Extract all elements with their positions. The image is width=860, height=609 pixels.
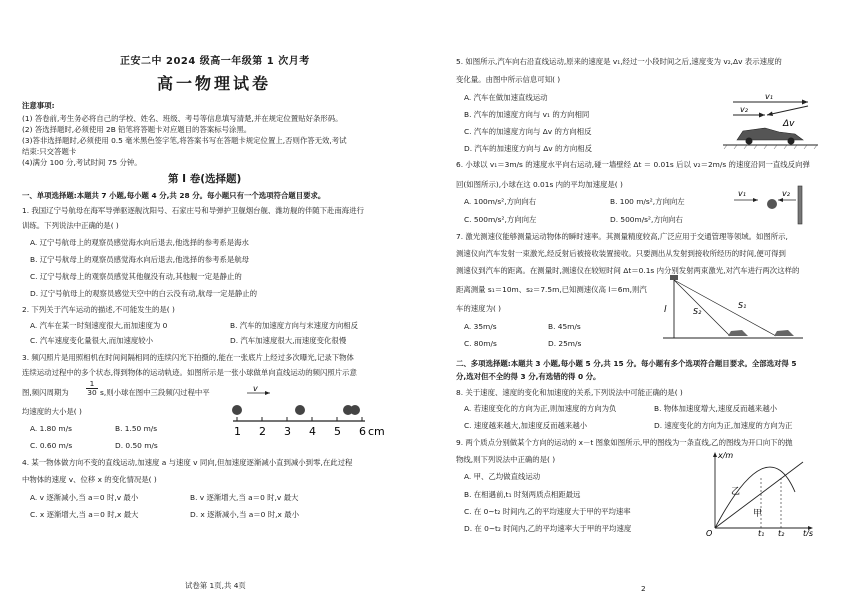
car-icon bbox=[728, 330, 748, 336]
car-wheel bbox=[746, 138, 753, 145]
q4-stem: 中物体的速度 v、位移 x 的变化情况是( ) bbox=[22, 475, 157, 484]
q2-option-c[interactable]: C. 汽车速度变化量很大,而加速度较小 bbox=[30, 336, 154, 345]
y-axis-arrowhead bbox=[713, 452, 717, 457]
q2-option-b[interactable]: B. 汽车的加速度方向与末速度方向相反 bbox=[230, 321, 359, 330]
v2-label: v₂ bbox=[782, 189, 790, 198]
s1-label: S₁ bbox=[738, 301, 747, 310]
q2-stem: 2. 下列关于汽车运动的描述,不可能发生的是( ) bbox=[22, 305, 175, 314]
q6-option-b[interactable]: B. 100 m/s²,方向向左 bbox=[610, 197, 685, 206]
q3-fraction bbox=[86, 380, 98, 397]
q6-stem: 6. 小球以 v₁＝3m/s 的速度水平向右运动,碰一墙壁经 Δt ＝ 0.01s 后以 v₂＝2m/s 的速度沿同一直线反向弹 bbox=[456, 160, 810, 169]
exam-school-header: 正安二中 2024 级高一年级第 1 次月考 bbox=[120, 56, 310, 67]
v2-arrowhead bbox=[778, 198, 783, 202]
tick-label: 2 bbox=[259, 425, 266, 438]
q6-stem: 回(如图所示),小球在这 0.01s 内的平均加速度是( ) bbox=[456, 180, 623, 189]
page-footer-left: 试卷第 1页,共 4页 bbox=[185, 581, 246, 590]
s1-line bbox=[674, 280, 776, 336]
q1-option-a[interactable]: A. 辽宁号航母上的观察员感觉海水向后退去,他选择的参考系是海水 bbox=[30, 238, 249, 247]
ball-2 bbox=[295, 405, 305, 415]
tick-label: 3 bbox=[284, 425, 291, 438]
series-jia-label: 甲 bbox=[753, 509, 763, 519]
q7-option-d[interactable]: D. 25m/s bbox=[548, 339, 582, 348]
section-1-intro: 一、单项选择题:本题共 7 小题,每小题 4 分,共 28 分。每小题只有一个选项符合题目要求。 bbox=[22, 191, 326, 200]
car-wheel bbox=[788, 138, 795, 145]
q1-option-b[interactable]: B. 辽宁号航母上的观察员感觉海水向后退去,他选择的参考系是航母 bbox=[30, 255, 250, 264]
q5-stem: 变化量。由图中所示信息可知( ) bbox=[456, 75, 561, 84]
q9-xt-graph bbox=[703, 448, 823, 536]
q3-stem: s,则小球在图中三段频闪过程中平 bbox=[100, 388, 210, 397]
tick-label: 4 bbox=[309, 425, 316, 438]
ruler-ticks bbox=[237, 417, 362, 421]
ball-1 bbox=[232, 405, 242, 415]
q6-wall-figure bbox=[724, 182, 806, 228]
right-page bbox=[430, 0, 860, 609]
q1-stem: 1. 我国辽宁号航母在海军导弹驱逐舰沈阳号、石家庄号和导弹护卫舰烟台舰、潍坊舰的伴随下赴南海进行 bbox=[22, 206, 364, 215]
q3-fraction-num: 1 bbox=[86, 380, 98, 389]
dv-label: Δv bbox=[783, 119, 795, 129]
v1-arrowhead bbox=[753, 198, 758, 202]
s2-line bbox=[674, 280, 730, 336]
unit-label: cm bbox=[368, 425, 385, 438]
q3-stem: 图,频闪周期为 bbox=[22, 388, 69, 397]
v1-label: v₁ bbox=[765, 92, 773, 101]
tick-label: 6 bbox=[359, 425, 366, 438]
q7-option-c[interactable]: C. 80m/s bbox=[464, 339, 497, 348]
section-2-intro: 二、多项选择题:本题共 3 小题,每小题 5 分,共 15 分。每小题有多个选项符合题目要求。全部选对得 5 bbox=[456, 359, 797, 368]
exam-title: 高一物理试卷 bbox=[157, 74, 272, 93]
q4-option-a[interactable]: A. v 逐渐减小,当 a＝0 时,v 最小 bbox=[30, 493, 139, 502]
note-item: 结束:只交答题卡 bbox=[22, 147, 77, 156]
q7-stem: 7. 激光测速仪能够测量运动物体的瞬时速率。其测量精度较高,广泛应用于交通管理等领域。如图所示, bbox=[456, 232, 788, 241]
q8-option-c[interactable]: C. 速度越来越大,加速度反而越来越小 bbox=[464, 421, 588, 430]
q8-stem: 8. 关于速度、速度的变化和加速度的关系,下列说法中可能正确的是( ) bbox=[456, 388, 683, 397]
note-item: (4)满分 100 分,考试时间 75 分钟。 bbox=[22, 158, 142, 167]
l-label: l bbox=[664, 305, 667, 315]
dv-arrow bbox=[767, 106, 808, 115]
q7-option-b[interactable]: B. 45m/s bbox=[548, 322, 581, 331]
q7-stem: 距离测量 s₁＝10m、s₂＝7.5m,已知测速仪高 l＝6m,则汽 bbox=[456, 285, 647, 294]
q2-option-a[interactable]: A. 汽车在某一时刻速度很大,而加速度为 0 bbox=[30, 321, 168, 330]
q1-option-d[interactable]: D. 辽宁号航母上的观察员感觉天空中的白云没有动,航母一定是静止的 bbox=[30, 289, 258, 298]
q5-option-b[interactable]: B. 汽车的加速度方向与 v₁ 的方向相同 bbox=[464, 110, 590, 119]
q6-option-a[interactable]: A. 100m/s²,方向向右 bbox=[464, 197, 537, 206]
x-axis-label: t/s bbox=[803, 529, 813, 536]
q5-option-c[interactable]: C. 汽车的加速度方向与 Δv 的方向相反 bbox=[464, 127, 592, 136]
q4-stem: 4. 某一物体做方向不变的直线运动,加速度 a 与速度 v 同向,但加速度逐渐减小直到减小到零,在此过程 bbox=[22, 458, 353, 467]
q1-option-c[interactable]: C. 辽宁号航母上的观察员感觉其他舰没有动,其他舰一定是静止的 bbox=[30, 272, 242, 281]
q3-option-b[interactable]: B. 1.50 m/s bbox=[115, 424, 158, 433]
ground-hatch bbox=[724, 145, 817, 149]
q2-option-d[interactable]: D. 汽车加速度很大,而速度变化很慢 bbox=[230, 336, 347, 345]
q7-stem: 测速仪向汽车发射一束激光,经反射后被接收装置接收。只要测出从发射到接收所经历的时间,便可得到 bbox=[456, 249, 786, 258]
tick-label: 1 bbox=[234, 425, 241, 438]
v1-arrowhead bbox=[802, 100, 808, 105]
v2-arrowhead bbox=[759, 113, 765, 118]
car-icon bbox=[774, 330, 794, 336]
v1-label: v₁ bbox=[738, 189, 746, 198]
tick-label: 5 bbox=[334, 425, 341, 438]
q5-option-a[interactable]: A. 汽车在做加速直线运动 bbox=[464, 93, 548, 102]
q9-option-d[interactable]: D. 在 0~t₂ 时间内,乙的平均速率大于甲的平均速度 bbox=[464, 524, 632, 533]
q1-stem: 训练。下列说法中正确的是( ) bbox=[22, 221, 119, 230]
q5-stem: 5. 如图所示,汽车向右沿直线运动,原来的速度是 v₁,经过一小段时间之后,速度变为 v₂,Δv 表示速度的 bbox=[456, 57, 782, 66]
q3-stem: 3. 频闪照片是用照相机在时间间隔相同的连续闪光下拍摄的,能在一张底片上经过多次曝光,记录下物体 bbox=[22, 353, 354, 362]
q9-option-a[interactable]: A. 甲、乙均做直线运动 bbox=[464, 472, 541, 481]
section-2-intro: 分,选对但不全的得 3 分,有选错的得 0 分。 bbox=[456, 372, 601, 381]
velocity-arrowhead bbox=[265, 391, 270, 395]
ball-4 bbox=[350, 405, 360, 415]
q6-option-d[interactable]: D. 500m/s²,方向向右 bbox=[610, 215, 683, 224]
q9-option-b[interactable]: B. 在相遇前,t₁ 时刻两质点相距最远 bbox=[464, 490, 581, 499]
ball-icon bbox=[767, 199, 777, 209]
q5-car-figure bbox=[713, 88, 828, 156]
series-yi-label: 乙 bbox=[731, 487, 741, 497]
q7-stem: 测速仪到汽车的距离。在测量时,测速仪在较短时间 Δt＝0.1s 内分别发射两束激光,对汽车进行两次这样的 bbox=[456, 266, 800, 275]
q3-stem: 均速度的大小是( ) bbox=[22, 407, 82, 416]
q4-option-b[interactable]: B. v 逐渐增大,当 a＝0 时,v 最大 bbox=[190, 493, 299, 502]
q5-option-d[interactable]: D. 汽车的加速度方向与 Δv 的方向相反 bbox=[464, 144, 592, 153]
speed-gun-icon bbox=[670, 275, 678, 280]
q3-fraction-den: 30 bbox=[87, 388, 97, 398]
origin-label: O bbox=[706, 529, 713, 536]
q3-stem: 连续运动过程中的多个状态,得到物体的运动轨迹。如图所示是一张小球做单向直线运动的频闪照片示意 bbox=[22, 368, 357, 377]
dv-arrowhead bbox=[767, 112, 773, 117]
q8-option-b[interactable]: B. 物体加速度增大,速度反而越来越小 bbox=[654, 404, 777, 413]
page-number-right: 2 bbox=[641, 584, 646, 593]
v2-label: v₂ bbox=[740, 105, 748, 114]
note-item: (1) 答卷前,考生务必将自己的学校、姓名、班级、考号等信息填写清楚,并在规定位置贴好条形码。 bbox=[22, 114, 343, 123]
q4-option-d[interactable]: D. x 逐渐减小,当 a＝0 时,x 最小 bbox=[190, 510, 299, 519]
q7-option-a[interactable]: A. 35m/s bbox=[464, 322, 497, 331]
q9-option-c[interactable]: C. 在 0~t₂ 时间内,乙的平均速度大于甲的平均速率 bbox=[464, 507, 631, 516]
section-1-title: 第 I 卷(选择题) bbox=[168, 173, 242, 185]
q4-option-c[interactable]: C. x 逐渐增大,当 a＝0 时,x 最大 bbox=[30, 510, 139, 519]
q8-option-a[interactable]: A. 若速度变化的方向为正,则加速度的方向为负 bbox=[464, 404, 617, 413]
q7-stem: 车的速度为( ) bbox=[456, 304, 502, 313]
q7-laser-figure bbox=[658, 272, 808, 342]
q3-strobe-figure bbox=[225, 383, 385, 443]
note-item: (3)答非选择题时,必须使用 0.5 毫米黑色签字笔,将答案书写在答题卡规定位置上,否则作答无效,考试 bbox=[22, 136, 347, 145]
note-item: (2) 答选择题时,必须使用 2B 铅笔将答题卡对应题目的答案标号涂黑。 bbox=[22, 125, 252, 134]
q9-stem: 9. 两个质点分别做某个方向的运动的 x－t 图象如图所示,甲的图线为一条直线,乙的图线为开口向下的抛 bbox=[456, 438, 793, 447]
wall-icon bbox=[798, 186, 802, 224]
velocity-label: v bbox=[253, 384, 258, 393]
y-axis-label: x/m bbox=[718, 451, 734, 460]
q3-option-d[interactable]: D. 0.50 m/s bbox=[115, 441, 158, 450]
t2-label: t₂ bbox=[778, 529, 785, 536]
q9-stem: 物线,则下列说法中正确的是( ) bbox=[456, 455, 556, 464]
q3-option-c[interactable]: C. 0.60 m/s bbox=[30, 441, 73, 450]
q3-option-a[interactable]: A. 1.80 m/s bbox=[30, 424, 72, 433]
t1-label: t₁ bbox=[758, 529, 765, 536]
q8-option-d[interactable]: D. 速度变化的方向为正,加速度的方向为正 bbox=[654, 421, 793, 430]
q6-option-c[interactable]: C. 500m/s²,方向向左 bbox=[464, 215, 537, 224]
s2-label: S₂ bbox=[693, 307, 702, 316]
notes-heading: 注意事项: bbox=[22, 101, 55, 110]
